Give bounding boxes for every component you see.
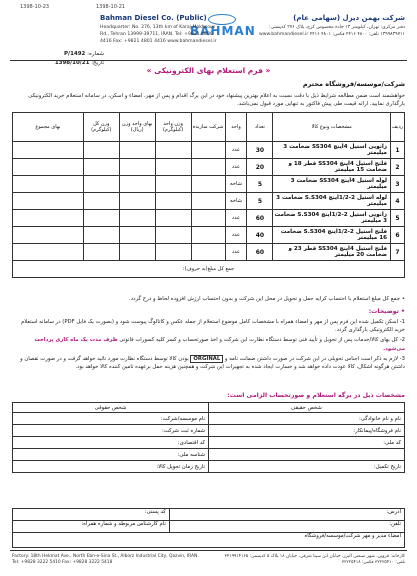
intro-paragraph: خواهشمند است ضمن مطالعه شرایط ذیل با دقت نسبت به اعلام بهترین پیشنهاد خود در این برگ اقدام و پس از مهر، امضاء و اسکن، در سامانه استعلام خرید الکترونیکی بارگذاری نمایید. ارائه قیمت طی پیش فاکتور به تنهایی مورد قبول نمی‌باشد. (28, 93, 405, 107)
col-header-unit: واحد (225, 113, 247, 142)
row-number: 7 (391, 244, 405, 261)
table-row (13, 142, 405, 159)
note-3-text-a: 3- لازم به ذکر است اجناس تحویلی در این شرکت در صورت داشتن ضمانت نامه و (224, 355, 405, 362)
col-header-spec: مشخصات ونوع کالا (273, 113, 391, 142)
row-maker-cell[interactable] (191, 193, 225, 210)
note-1: 1- اسکن تکمیل شده این فرم پس از مهر و امضاء همراه با مشخصات کامل موضوع استعلام از جمله عکس و کاتالوگ پیوست شود و (بصورت یک فایل PDF) در سامانه استعلام خرید الکترونیکی بارگذاری گردد. (20, 319, 405, 334)
row-number: 5 (391, 210, 405, 227)
row-unit-price-cell[interactable] (119, 244, 155, 261)
row-unit-weight-cell[interactable] (155, 244, 191, 261)
row-total-price-cell[interactable] (13, 244, 84, 261)
row-unit: عدد (225, 244, 247, 261)
real-full-name-field[interactable]: نام و نام خانوادگی: (209, 413, 405, 425)
footer (12, 552, 405, 570)
top-date-right: 1398-10-21 (96, 4, 126, 10)
legal-national-id-field[interactable]: شناسه ملی: (13, 449, 209, 461)
col-header-total-weight: وزن کل (کیلوگرم) (83, 113, 119, 142)
row-unit-weight-cell[interactable] (155, 227, 191, 244)
info-row (13, 413, 405, 425)
col-header-row: ردیف (391, 113, 405, 142)
table-row (13, 159, 405, 176)
real-completion-date-field[interactable]: تاریخ تکمیل: (209, 461, 405, 473)
row-unit: عدد (225, 159, 247, 176)
row-total-price-cell[interactable] (13, 142, 84, 159)
info-row (13, 461, 405, 473)
row-total-price-cell[interactable] (13, 227, 84, 244)
row-spec: زانویی استیل 2-1/2اینچ S.S304 ضخامت 3 میلیمتر (273, 210, 391, 227)
row-unit-price-cell[interactable] (119, 210, 155, 227)
col-header-unit-price: بهای واحد وزن (ریال) (119, 113, 155, 142)
postal-code-field[interactable]: کد پستی: (13, 509, 170, 521)
sign-row (13, 509, 405, 521)
row-qty: 60 (247, 244, 273, 261)
note-3-text-b: بودن کالا توسط دستگاه نظارت مورد تائید خواهد گرفت و در صورت نقصان و داشتن هرگونه اشکال، کالا عودت داده خواهد شد و خسارت ایجاد شده به تجهیزات این شرکت و همچنین هزینه حمل برعهده تامین کننده کالا خواهد بود. (20, 355, 405, 371)
row-spec: فلنج استیل 4اینچ SS304 قطر 23 و ضخامت 20 میلیمتر (273, 244, 391, 261)
col-header-maker: شرکت سازنده (191, 113, 225, 142)
sign-row (13, 533, 405, 548)
row-unit: شاخه (225, 193, 247, 210)
row-number: 6 (391, 227, 405, 244)
row-qty: 20 (247, 159, 273, 176)
date-label: تاریخ: (91, 60, 104, 66)
row-number: 3 (391, 176, 405, 193)
header-divider (10, 60, 407, 61)
row-total-weight-cell[interactable] (83, 244, 119, 261)
notes-title: • توضیحات: (368, 308, 405, 315)
letterhead (12, 14, 405, 66)
row-total-weight-cell[interactable] (83, 159, 119, 176)
total-note: • جمع کل مبلغ استعلام با احتساب کرایه حمل و تحویل در محل این شرکت و بدون احتساب ارزش افزوده لحاظ و درج گردد. (129, 296, 405, 302)
row-total-price-cell[interactable] (13, 193, 84, 210)
note-2-text: 2- کل بهای کالا/خدمات پس از تحویل و تأیید فنی توسط دستگاه نظارت این شرکت و اخذ صورتحساب و کسر کلیه کسورات قانونی (119, 337, 405, 344)
address-field[interactable]: آدرس: (169, 509, 404, 521)
row-maker-cell[interactable] (191, 227, 225, 244)
expert-contact-field[interactable]: نام کارشناس مربوطه و شماره همراه: (13, 521, 170, 533)
row-total-weight-cell[interactable] (83, 210, 119, 227)
row-number: 2 (391, 159, 405, 176)
info-header-row (13, 403, 405, 413)
factory-address-fa: کارخانه: قزوین، شهر صنعتی البرز، خیابان ابن سینا شرقی، خیابان ۱۸ پلاک ۵ کدپستی: ۳۴۱۹۹۱۴۱۶۵ تلفن: ۳۲۲۲۵۴۱۰ فکس: ۳۲۲۲۵۴۱۸ (224, 554, 405, 565)
row-qty: 60 (247, 210, 273, 227)
legal-economic-code-field[interactable]: کد اقتصادی: (13, 437, 209, 449)
row-total-price-cell[interactable] (13, 159, 84, 176)
legal-company-name-field[interactable]: نام موسسه/شرکت: (13, 413, 209, 425)
row-spec: لوله استیل 4اینچ SS304 ضخامت 3 میلیمتر (273, 176, 391, 193)
row-total-weight-cell[interactable] (83, 227, 119, 244)
row-unit: عدد (225, 142, 247, 159)
top-date-left: 1398-10-23 (20, 4, 50, 10)
number-label: شماره: (87, 51, 104, 57)
row-unit-price-cell[interactable] (119, 227, 155, 244)
col-header-real-person: شخص حقیقی (209, 403, 405, 413)
row-spec: لوله استیل 2-1/2اینچ S.S304 ضخامت 3 میلیمتر (273, 193, 391, 210)
row-maker-cell[interactable] (191, 176, 225, 193)
table-row (13, 227, 405, 244)
row-qty: 30 (247, 142, 273, 159)
phone-field[interactable]: تلفن: (169, 521, 404, 533)
col-header-qty: تعداد (247, 113, 273, 142)
row-unit: عدد (225, 227, 247, 244)
note-3 (12, 355, 405, 371)
sum-label[interactable]: جمع کل مبلغ(به حروف): (13, 261, 405, 278)
footer-divider (10, 550, 407, 551)
row-spec: فلنج استیل 2-1/2اینچ S.S304 ضخامت 16 میلیمتر (273, 227, 391, 244)
required-info-title: مشخصات ذیل در برگه استعلام و صورتحساب الزامی است: (227, 392, 405, 399)
col-header-legal-person: شخص حقوقی (13, 403, 209, 413)
row-unit-price-cell[interactable] (119, 142, 155, 159)
info-row (13, 425, 405, 437)
row-unit-weight-cell[interactable] (155, 159, 191, 176)
sign-row (13, 521, 405, 533)
row-qty: 40 (247, 227, 273, 244)
factory-address-en: Factory: 18th Hekmat Ave., North Ebn-e-Sina St., Alborz Industrial City, Qazvin, IRAN. Tel: +9828 3222 5410 Fax: +9828 3222 5418 (12, 554, 199, 565)
addressee-line: شرکت/موسسه/فروشگاه محترم (302, 80, 405, 88)
row-unit-price-cell[interactable] (119, 159, 155, 176)
row-maker-cell[interactable] (191, 210, 225, 227)
note-2 (12, 336, 405, 352)
row-qty: 5 (247, 176, 273, 193)
row-unit-weight-cell[interactable] (155, 193, 191, 210)
row-total-price-cell[interactable] (13, 210, 84, 227)
row-spec: فلنج استیل 4اینچ SS304 قطر 18 و ضخامت 15 میلیمتر (273, 159, 391, 176)
top-date-strip (0, 2, 417, 12)
bahman-logo: BAHMAN (190, 24, 256, 38)
form-title: « فرم استعلام بهای الکترونیکی » (146, 66, 271, 75)
brand-name-fa: شرکت بهمن دیزل (سهامی عام) (293, 14, 405, 22)
real-national-code-field[interactable]: کد ملی: (209, 437, 405, 449)
legal-registration-field[interactable]: شماره ثبت شرکت: (13, 425, 209, 437)
row-maker-cell[interactable] (191, 244, 225, 261)
original-badge: ORGINAL (190, 355, 223, 363)
col-header-unit-weight: وزن واحد (کیلوگرم) (155, 113, 191, 142)
real-blank-field[interactable] (209, 449, 405, 461)
row-unit-weight-cell[interactable] (155, 210, 191, 227)
supplier-info-table (12, 402, 405, 473)
row-maker-cell[interactable] (191, 159, 225, 176)
table-header-row (13, 113, 405, 142)
col-header-total-price: بهای مجموع (13, 113, 84, 142)
row-unit: شاخه (225, 176, 247, 193)
address-fa: دفتر مرکزی: تهران، کیلومتر ۱۳ جاده مخصوص کرج، پلاک ۲۷۶ کدپستی: ۱۳۹۹۸۳۹۷۱۱ تلفن: ۴۸۰۰ ۴۴۱۶ فکس: ۴۸۰۱ ۴۴۱۶ www.bahmandiesel.ir (258, 25, 405, 37)
row-unit-weight-cell[interactable] (155, 142, 191, 159)
info-row (13, 437, 405, 449)
info-row (13, 449, 405, 461)
row-unit-price-cell[interactable] (119, 176, 155, 193)
row-spec: زانویی استیل 4اینچ SS304 ضخامت 3 میلیمتر (273, 142, 391, 159)
items-table (12, 112, 405, 278)
legal-delivery-date-field[interactable]: تاریخ زمان تحویل کالا: (13, 461, 209, 473)
address-en: Headquarter: No. 276, 13th km of Karaj Makhsous Rd., Tehran 13999-39711, IRAN. Tel: +9821 4800 4416 Fax: +9821 4801 4416 www.bahmandiesel.ir (100, 25, 217, 44)
note-2-highlight: ظرف مدت یک ماه کاری پرداخت می‌شود. (34, 337, 405, 352)
row-number: 4 (391, 193, 405, 210)
row-unit: عدد (225, 210, 247, 227)
table-row (13, 176, 405, 193)
date-value: 1398/10/21 (54, 60, 90, 66)
row-total-weight-cell[interactable] (83, 193, 119, 210)
signature-stamp-field[interactable]: امضاء مدیر و مهر شرکت/موسسه/فروشگاه (13, 533, 405, 548)
row-total-price-cell[interactable] (13, 176, 84, 193)
sum-row (13, 261, 405, 278)
table-row (13, 210, 405, 227)
real-shop-name-field[interactable]: نام فروشگاه/پیمانکار: (209, 425, 405, 437)
table-row (13, 193, 405, 210)
number-value: P/1492 (64, 51, 86, 57)
row-number: 1 (391, 142, 405, 159)
row-total-weight-cell[interactable] (83, 142, 119, 159)
table-row (13, 244, 405, 261)
row-unit-weight-cell[interactable] (155, 176, 191, 193)
signature-table (12, 508, 405, 548)
notes-body (12, 318, 405, 373)
row-maker-cell[interactable] (191, 142, 225, 159)
row-unit-price-cell[interactable] (119, 193, 155, 210)
row-qty: 5 (247, 193, 273, 210)
row-total-weight-cell[interactable] (83, 176, 119, 193)
brand-name-en: Bahman Diesel Co. (Public) (100, 14, 207, 22)
